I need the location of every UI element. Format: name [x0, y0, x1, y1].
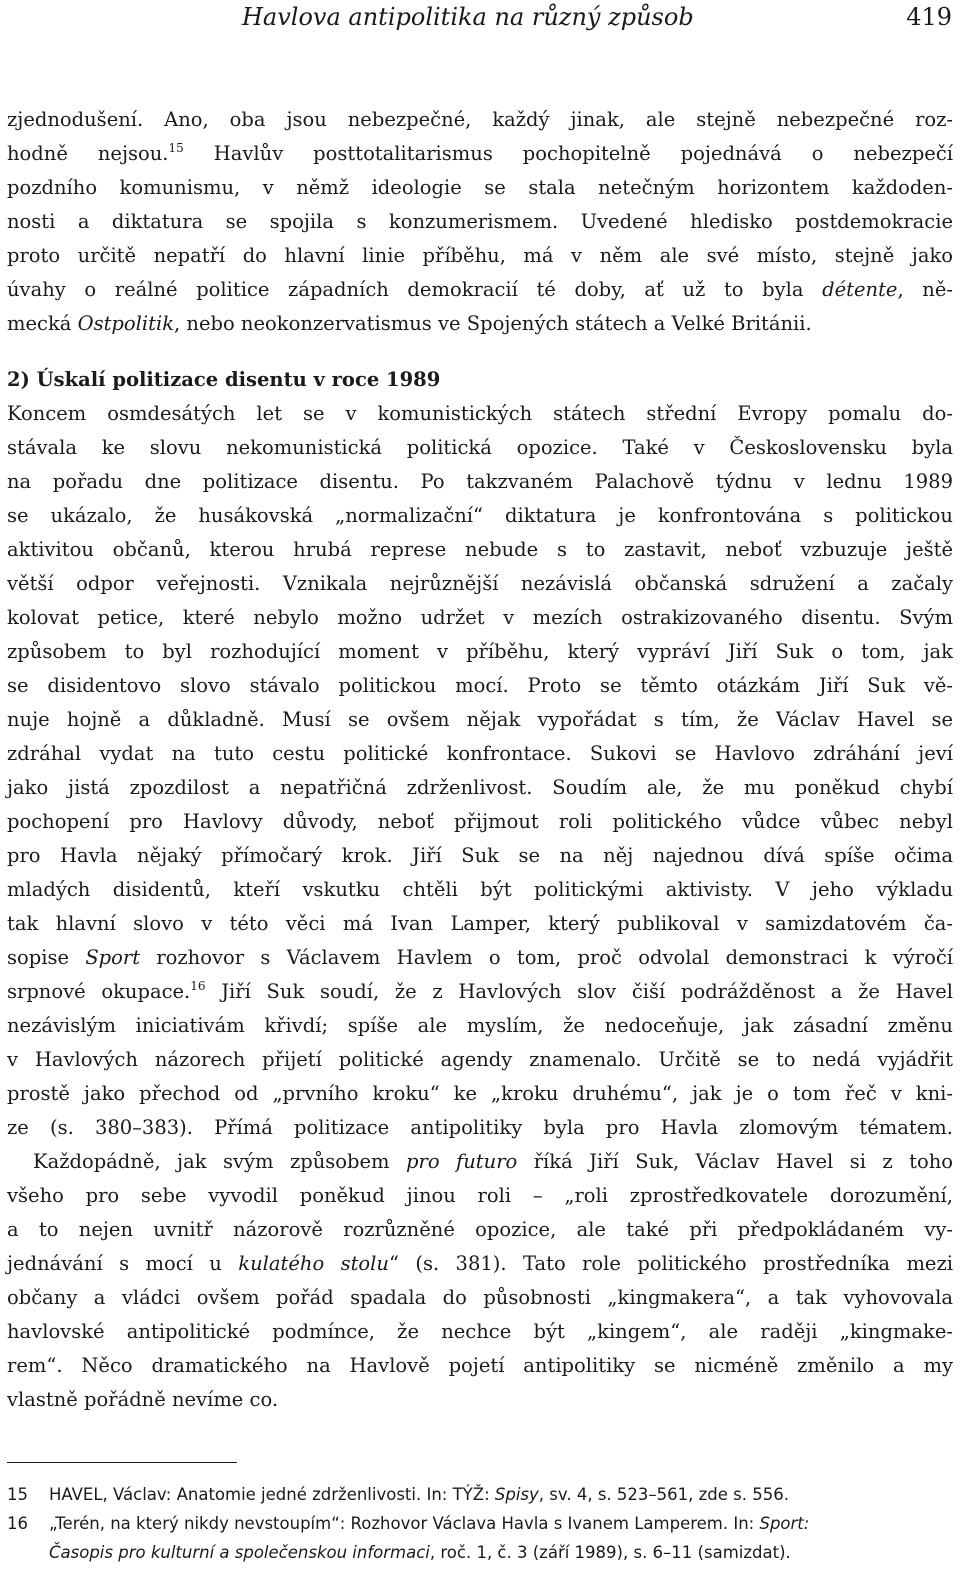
italic-term: kulatého stolu [238, 1252, 389, 1275]
paragraph [7, 397, 953, 1145]
footnotes [7, 1480, 953, 1567]
footnote-ref-16: 16 [190, 979, 206, 993]
text-line: Každopádně, jak svým způsobem pro futuro říká Jiří Suk, Václav Havel si z toho [33, 1150, 954, 1173]
text-line: občany a vládci ovšem pořád spadala do působnosti „kingmakera“, a tak vyhovovala [7, 1286, 953, 1309]
text-line: rem“. Něco dramatického na Havlově pojetí antipolitiky se nicméně změnilo a my [7, 1354, 953, 1377]
running-title: Havlova antipolitika na různý způsob [242, 3, 694, 31]
footnote-line: „Terén, na který nikdy nevstoupím“: Rozhovor Václava Havla s Ivanem Lamperem. In: Sport: [49, 1514, 810, 1533]
text-line: pochopení pro Havlovy důvody, neboť přijmout roli politického vůdce vůbec nebyl [7, 810, 953, 833]
text-line: kolovat petice, které nebylo možno udržet v mezích ostrakizovaného disentu. Svým [7, 606, 953, 629]
running-header [7, 0, 952, 40]
text-line: se ukázalo, že husákovská „normalizační“ diktatura je konfrontována s politickou [7, 504, 953, 527]
footnote-line: HAVEL, Václav: Anatomie jedné zdrženlivosti. In: TÝŽ: Spisy, sv. 4, s. 523–561, zde s. 556. [49, 1485, 789, 1504]
text-line: hodně nejsou.$^{15}$ Havlův posttotalitarismus pochopitelně pojednává o nebezpečí [7, 141, 953, 165]
footnote [7, 1509, 953, 1567]
footnote-number: 16 [7, 1514, 28, 1533]
page-number: 419 [906, 3, 952, 31]
text-line: pozdního komunismu, v němž ideologie se stala netečným horizontem každoden- [7, 176, 953, 199]
text-line: tak hlavní slovo v této věci má Ivan Lamper, který publikoval v samizdatovém ča- [7, 912, 953, 935]
text-line: ze (s. 380–383). Přímá politizace antipolitiky byla pro Havla zlomovým tématem. [7, 1116, 953, 1139]
body-text [7, 103, 953, 1417]
footnote [7, 1480, 953, 1509]
text-line: způsobem to byl rozhodující moment v příběhu, který vypráví Jiří Suk o tom, jak [7, 640, 953, 663]
text-line: aktivitou občanů, kterou hrubá represe nebude s to zastavit, neboť vzbuzuje ještě [7, 538, 953, 561]
text-line: nezávislým iniciativám křivdí; spíše ale myslím, že nedoceňuje, jak zásadní změnu [7, 1014, 953, 1037]
text-line: úvahy o reálné politice západních demokracií té doby, ať už to byla détente, ně- [7, 278, 953, 301]
italic-term: Sport [85, 946, 141, 969]
italic-term: Ostpolitik [77, 312, 175, 335]
text-line: jednávání s mocí u kulatého stolu“ (s. 381). Tato role politického prostředníka mezi [7, 1252, 953, 1275]
paragraph [7, 1145, 953, 1417]
text-line: proto určitě nepatří do hlavní linie příběhu, má v něm ale své místo, stejně jako [7, 244, 953, 267]
text-line: mladých disidentů, kteří vskutku chtěli být politickými aktivisty. V jeho výkladu [7, 878, 953, 901]
text-line: stávala ke slovu nekomunistická politická opozice. Také v Československu byla [7, 436, 953, 459]
italic-term: pro futuro [406, 1150, 518, 1173]
text-line: mecká Ostpolitik, nebo neokonzervatismus ve Spojených státech a Velké Británii. [7, 312, 812, 335]
text-line: havlovské antipolitické podmínce, že nechce být „kingem“, ale raději „kingmake- [7, 1320, 953, 1343]
text-line: jako jistá zpozdilost a nepatřičná zdrženlivost. Soudím ale, že mu poněkud chybí [7, 776, 953, 799]
italic-term: détente [822, 278, 898, 301]
text-line: větší odpor veřejnosti. Vznikala nejrůznější nezávislá občanská sdružení a začaly [7, 572, 953, 595]
footnote-line: Časopis pro kulturní a společenskou informaci, roč. 1, č. 3 (září 1989), s. 6–11 (samizdat). [49, 1543, 791, 1562]
text-line: v Havlových názorech přijetí politické agendy znamenalo. Určitě se to nedá vyjádřit [7, 1048, 953, 1071]
text-line: srpnové okupace.$^{16}$ Jiří Suk soudí, že z Havlových slov čiší podrážděnost a že Havel [7, 979, 954, 1003]
text-line: prostě jako přechod od „prvního kroku“ ke „kroku druhému“, jak je o tom řeč v kni- [7, 1082, 953, 1105]
text-line: na pořadu dne politizace disentu. Po takzvaném Palachově týdnu v lednu 1989 [7, 470, 953, 493]
footnote-divider [7, 1462, 237, 1463]
text-line: a to nejen uvnitř názorově rozrůzněné opozice, ale také při předpokládaném vy- [7, 1218, 953, 1241]
text-line: nosti a diktatura se spojila s konzumerismem. Uvedené hledisko postdemokracie [7, 210, 953, 233]
section-heading: 2) Úskalí politizace disentu v roce 1989 [7, 368, 441, 391]
text-line: se disidentovo slovo stávalo politickou mocí. Proto se těmto otázkám Jiří Suk vě- [7, 674, 953, 697]
text-line: pro Havla nějaký přímočarý krok. Jiří Suk se na něj najednou dívá spíše očima [7, 844, 953, 867]
footnote-ref-15: 15 [168, 141, 184, 155]
text-line: nuje hojně a důkladně. Musí se ovšem nějak vypořádat s tím, že Václav Havel se [7, 708, 953, 731]
text-line: vlastně pořádně nevíme co. [7, 1388, 279, 1411]
footnote-number: 15 [7, 1485, 28, 1504]
text-line: sopise Sport rozhovor s Václavem Havlem o tom, proč odvolal demonstraci k výročí [7, 946, 953, 969]
paragraph [7, 103, 953, 341]
text-line: zjednodušení. Ano, oba jsou nebezpečné, každý jinak, ale stejně nebezpečné roz- [7, 108, 953, 131]
text-line: Koncem osmdesátých let se v komunistických státech střední Evropy pomalu do- [7, 402, 953, 425]
text-line: zdráhal vydat na tuto cestu politické konfrontace. Sukovi se Havlovo zdráhání jeví [7, 742, 953, 765]
text-line: všeho pro sebe vyvodil poněkud jinou roli – „roli zprostředkovatele dorozumění, [7, 1184, 953, 1207]
